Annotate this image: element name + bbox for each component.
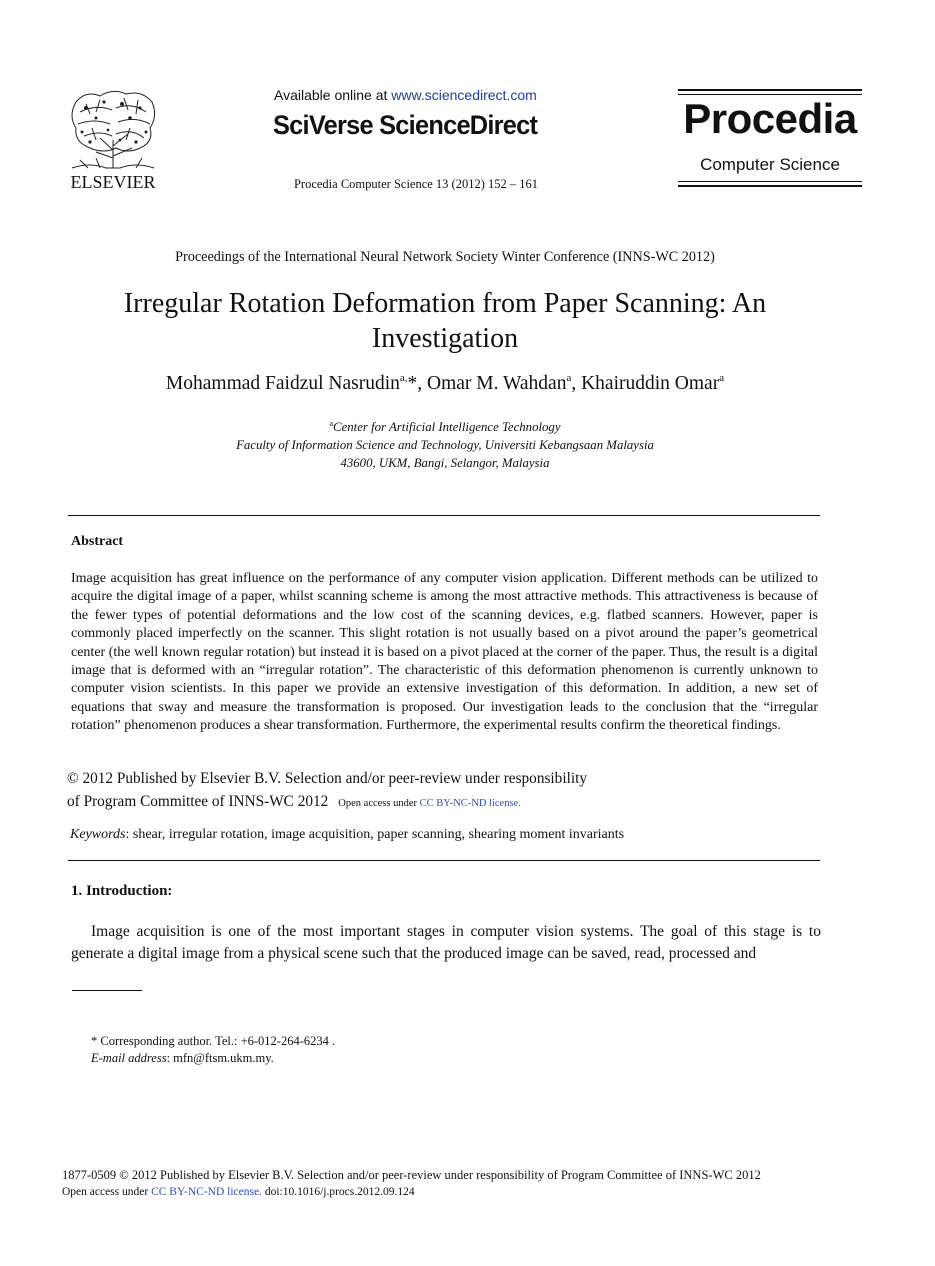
paper-title: Irregular Rotation Deformation from Paper Scanning: An Investigation	[123, 288, 767, 354]
divider-bottom	[68, 860, 820, 861]
author-affil-mark: a	[719, 372, 725, 384]
author-name: Khairuddin Omar	[581, 373, 720, 394]
procedia-logo	[678, 89, 862, 188]
footer-issn-line: 1877-0509 © 2012 Published by Elsevier B.V. Selection and/or peer-review under responsibility of Program Committee of INNS-WC 2012	[62, 1168, 761, 1182]
intro-paragraph: Image acquisition is one of the most important stages in computer vision systems. The goal of this stage is to generate a digital image from a physical scene such that the produced image can be saved, read, processed and	[71, 923, 821, 962]
abstract-text: Image acquisition has great influence on the performance of any computer vision application. Different methods can be utilized to acquire the digital image of a paper, whilst scanning scheme is among the most attractive methods. This attractiveness is because of the fewer types of potential deformations and the low cost of the scanning devices, e.g. flatbed scanners. However, paper is commonly placed imperfectly on the scanner. This slight rotation is not usually based on a pivot around the paper’s geometrical center (the well known regular rotation) but instead it is based on a pivot placed at the corner of the paper. Thus, the result is a digital image that is deformed with an “irregular rotation”. The characteristic of this deformation phenomenon is currently unknown to computer vision scientists. In this paper we provide an extensive investigation of this deformation. In addition, a new set of equations that sway and measure the transformation is proposed. Our investigation leads to the conclusion that the “irregular rotation” phenomenon produces a shear transformation. Furthermore, the experimental results confirm the theoretical findings.	[71, 571, 818, 734]
abstract-heading: Abstract	[71, 534, 124, 549]
footnote-rule	[72, 990, 142, 991]
proceedings-line: Proceedings of the International Neural Network Society Winter Conference (INNS-WC 2012)	[175, 249, 715, 265]
corresponding-author-note: * Corresponding author. Tel.: +6-012-264-6234 .	[91, 1034, 336, 1048]
email-label: E-mail address	[91, 1051, 167, 1065]
keywords-text: : shear, irregular rotation, image acquisition, paper scanning, shearing moment invariants	[125, 827, 625, 842]
divider-top	[68, 515, 820, 516]
affiliation-line: Faculty of Information Science and Technology, Universiti Kebangsaan Malaysia	[236, 438, 654, 452]
license-link[interactable]: CC BY-NC-ND license.	[419, 798, 521, 809]
affiliation-block: $^a$Center for Artificial Intelligence Technology Faculty of Information Science and Technology, Universiti Kebangsaan Malaysia 43600, UKM, Bangi, Selangor, Malaysia	[0, 415, 890, 472]
journal-citation: Procedia Computer Science 13 (2012) 152 – 161	[293, 177, 539, 191]
doi: doi:10.1016/j.procs.2012.09.124	[261, 1186, 415, 1198]
affiliation-line: Center for Artificial Intelligence Technology	[333, 420, 561, 434]
author-affil-mark: a,	[399, 372, 408, 384]
author-name: Mohammad Faidzul Nasrudin	[165, 373, 400, 394]
sciverse-sciencedirect-logo: SciVerse ScienceDirect	[273, 110, 538, 140]
corresponding-mark: *	[407, 373, 418, 394]
copyright-notice: © 2012 Published by Elsevier B.V. Selection and/or peer-review under responsibility of Program Committee of INNS-WC 2012 Open access under CC BY-NC-ND license.	[67, 770, 587, 810]
footer-doi-line: Open access under CC BY-NC-ND license. doi:10.1016/j.procs.2012.09.124	[62, 1186, 415, 1198]
author-name: Omar M. Wahdan	[427, 373, 567, 394]
footer-license-link[interactable]: CC BY-NC-ND license.	[151, 1186, 262, 1198]
procedia-logo-title: Procedia	[683, 95, 857, 142]
available-online: Available online at www.sciencedirect.com	[274, 87, 537, 103]
author-affil-mark: a	[566, 372, 572, 384]
author-list: Mohammad Faidzul Nasrudin$^{a,}$*, Omar M. Wahdan$^a$, Khairuddin Omar$^a$	[165, 372, 725, 394]
elsevier-wordmark: ELSEVIER	[70, 172, 156, 192]
keywords-label: Keywords	[70, 827, 126, 842]
affiliation-line: 43600, UKM, Bangi, Selangor, Malaysia	[340, 456, 550, 470]
section-heading: 1. Introduction:	[71, 883, 173, 899]
procedia-logo-subtitle: Computer Science	[700, 155, 840, 174]
keywords-line	[70, 827, 624, 843]
footnote	[91, 1033, 335, 1067]
sciencedirect-link[interactable]: www.sciencedirect.com	[391, 87, 537, 103]
email-address: : mfn@ftsm.ukm.my.	[166, 1051, 274, 1065]
